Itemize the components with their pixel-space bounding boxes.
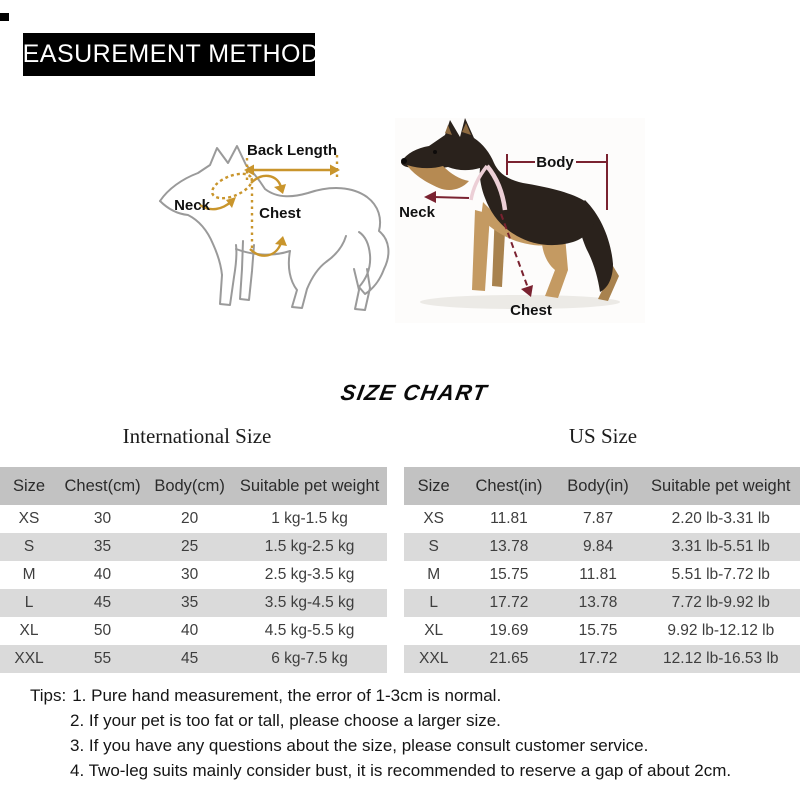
table-row <box>404 561 800 589</box>
table-cell: 17.72 <box>489 594 529 611</box>
table-cell: XXL <box>14 650 44 667</box>
sketch-neck-label: Neck <box>174 197 210 214</box>
table-row <box>404 505 800 533</box>
table-cell: 4.5 kg-5.5 kg <box>264 622 355 639</box>
table-cell: 45 <box>93 594 112 611</box>
header-bar <box>1 33 337 76</box>
table-cell: 3.5 kg-4.5 kg <box>264 594 355 611</box>
column-header: Chest(cm) <box>64 476 141 495</box>
table-row <box>0 645 387 673</box>
table-cell: 35 <box>93 538 112 555</box>
table-cell: 19.69 <box>489 622 529 639</box>
table-cell: 9.84 <box>582 538 614 555</box>
table-cell: S <box>23 538 35 555</box>
tips-section <box>30 683 731 783</box>
table-row <box>404 617 800 645</box>
dog-photo-figure <box>395 118 645 323</box>
sketch-chest-label: Chest <box>259 205 301 222</box>
table-cell: 21.65 <box>489 650 529 667</box>
table-cell: XL <box>19 622 39 639</box>
table-cell: M <box>427 566 441 583</box>
table-cell: 1.5 kg-2.5 kg <box>264 538 355 555</box>
table-row <box>0 589 387 617</box>
body-label: Body <box>536 154 574 171</box>
tips-label: Tips: <box>30 686 67 705</box>
tips-item: 3. If you have any questions about the size, please consult customer service. <box>70 736 649 755</box>
dog-sketch-figure <box>140 123 402 319</box>
tips-item: 2. If your pet is too fat or tall, please choose a larger size. <box>70 711 501 730</box>
table-cell: L <box>24 594 34 611</box>
table-cell: 11.81 <box>490 510 528 527</box>
table-header-row <box>0 467 387 505</box>
table-cell: 30 <box>93 510 112 527</box>
table-cell: 40 <box>180 622 199 639</box>
column-header: Chest(in) <box>475 476 543 495</box>
column-header: Suitable pet weight <box>651 476 791 495</box>
table-row <box>404 589 800 617</box>
table-cell: 40 <box>93 566 112 583</box>
table-cell: 7.87 <box>582 510 614 527</box>
table-cell: 15.75 <box>578 622 618 639</box>
us-size-title: US Size <box>568 424 638 448</box>
corner-mark <box>0 13 9 21</box>
table-cell: XL <box>424 622 444 639</box>
table-cell: 2.20 lb-3.31 lb <box>671 510 770 527</box>
table-cell: XS <box>18 510 40 527</box>
table-cell: 7.72 lb-9.92 lb <box>671 594 770 611</box>
international-size-table <box>0 467 387 673</box>
table-cell: 25 <box>180 538 199 555</box>
table-row <box>404 645 800 673</box>
table-row <box>0 505 387 533</box>
table-cell: 12.12 lb-16.53 lb <box>663 650 779 667</box>
table-cell: 35 <box>180 594 199 611</box>
table-cell: 5.51 lb-7.72 lb <box>671 566 770 583</box>
tips-item: 4. Two-leg suits mainly consider bust, it is recommended to reserve a gap of about 2cm. <box>70 761 732 780</box>
table-cell: XS <box>423 510 445 527</box>
table-cell: 50 <box>93 622 112 639</box>
table-cell: S <box>428 538 439 555</box>
table-cell: 6 kg-7.5 kg <box>271 650 348 667</box>
tips-item: Tips: 1. Pure hand measurement, the error of 1-3cm is normal. <box>30 686 502 705</box>
table-cell: 55 <box>93 650 112 667</box>
photo-neck-label: Neck <box>399 204 435 221</box>
column-header: Suitable pet weight <box>239 476 380 495</box>
table-cell: 1 kg-1.5 kg <box>271 510 348 527</box>
size-chart-heading: SIZE CHART <box>338 380 490 405</box>
table-cell: 2.5 kg-3.5 kg <box>264 566 355 583</box>
table-cell: 30 <box>180 566 199 583</box>
international-size-title: International Size <box>122 424 272 448</box>
page-title: MEASUREMENT METHODS <box>1 40 337 68</box>
us-size-table <box>404 467 800 673</box>
table-cell: 17.72 <box>578 650 618 667</box>
column-header: Body(cm) <box>154 476 225 495</box>
table-header-row <box>404 467 800 505</box>
table-row <box>0 561 387 589</box>
column-header: Size <box>12 476 46 495</box>
column-header: Size <box>417 476 450 495</box>
table-cell: 13.78 <box>489 538 529 555</box>
back-length-label: Back Length <box>246 142 338 159</box>
table-cell: 15.75 <box>489 566 529 583</box>
table-cell: 3.31 lb-5.51 lb <box>671 538 770 555</box>
table-cell: 20 <box>180 510 199 527</box>
table-cell: M <box>22 566 36 583</box>
column-header: Body(in) <box>567 476 629 495</box>
table-cell: XXL <box>419 650 449 667</box>
photo-chest-label: Chest <box>510 302 552 319</box>
table-row <box>0 617 387 645</box>
table-cell: L <box>429 594 438 611</box>
table-cell: 11.81 <box>579 566 617 583</box>
table-cell: 45 <box>180 650 199 667</box>
table-cell: 9.92 lb-12.12 lb <box>667 622 775 639</box>
table-row <box>404 533 800 561</box>
table-row <box>0 533 387 561</box>
table-cell: 13.78 <box>578 594 618 611</box>
